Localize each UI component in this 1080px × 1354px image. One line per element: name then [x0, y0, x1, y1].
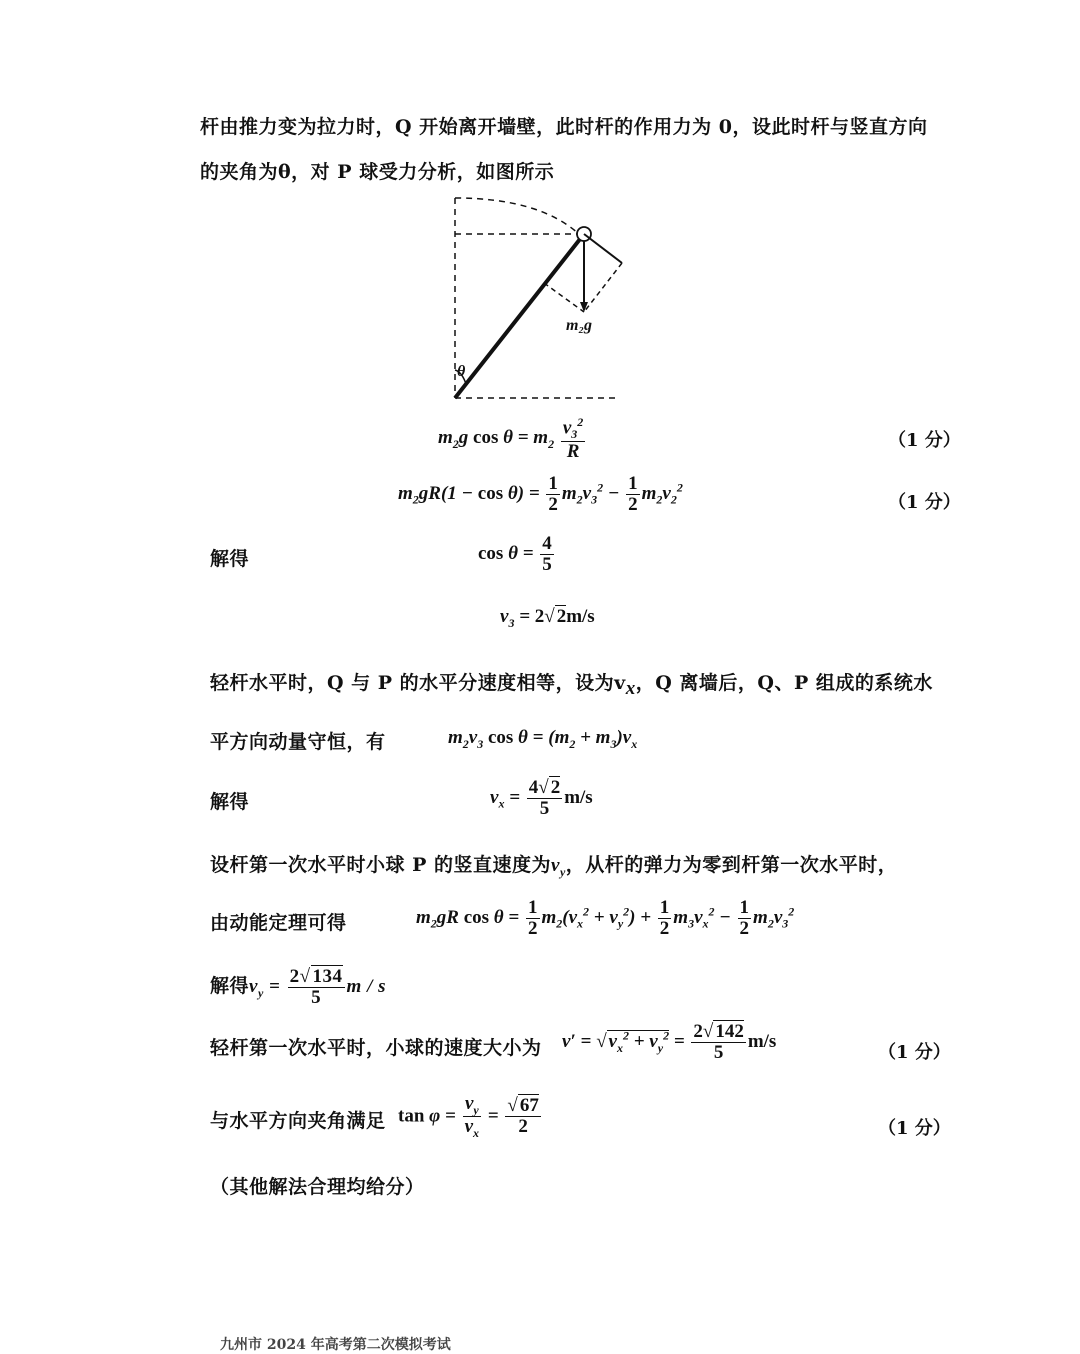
- angle-text: 与水平方向夹角满足: [210, 1110, 386, 1132]
- speed-score: （1 分）: [878, 1042, 951, 1063]
- page-footer: 九州市 2024 年高考第二次模拟考试: [220, 1337, 451, 1353]
- speed-equation: v′ = √ $v_x^2 + v_y^2$ = $\frac{2√ 142}{5}$ m/s: [562, 1021, 777, 1063]
- para2-line-2: 平方向动量守恒，有: [210, 731, 386, 753]
- momentum-equation: $m_2v_3$ $\cos \theta = (m_2 + m_3)v_x$: [448, 727, 638, 751]
- equation-2-score: （1 分）: [888, 492, 961, 513]
- force-diagram: [440, 190, 640, 410]
- dashed-arc: [455, 198, 580, 235]
- normal-component-arrow: [584, 234, 622, 263]
- grading-note: （其他解法合理均给分）: [210, 1176, 425, 1198]
- force-label: m₂g: [566, 317, 593, 334]
- intro-line-1: 杆由推力变为拉力时，Q 开始离开墙壁，此时杆的作用力为 0，设此时杆与竖直方向: [200, 116, 928, 138]
- para3-line-2: 由动能定理可得: [210, 912, 347, 934]
- para2-line-1: 轻杆水平时，Q 与 P 的水平分速度相等，设为$v_x$，Q 离墙后，Q、P 组成的系统水: [210, 672, 933, 699]
- speed-text: 轻杆第一次水平时，小球的速度大小为: [210, 1037, 542, 1059]
- angle-label: θ: [457, 363, 466, 380]
- angle-equation: tan φ = $\frac{v_y}{v_x}$ = $\frac{√ 67}{2}$: [398, 1093, 539, 1141]
- vy-row: 解得$v_y$ = $\frac{2√ 134}{5}$ m / s: [210, 966, 386, 1008]
- equation-2: $m_2gR(1 - \cos \theta)$ = $\frac{1}{2}$ $m_2v_3^2$ − $\frac{1}{2}$ $m_2v_2^2$: [398, 473, 683, 515]
- v3-result: $v_3 = 2√$ 2m/s: [500, 606, 595, 630]
- energy-equation: $m_2gR$ cos θ = $\frac{1}{2}$ $m_2(v_x^2 + v_y^2)$ + $\frac{1}{2}$ $m_3v_x^2$ − $\frac{1}{2}$ $m_2v_3^2$: [416, 897, 795, 939]
- vx-result: $v_x$ = $\frac{4√ 2}{5}$ m/s: [490, 777, 593, 819]
- cos-result: cos θ = $\frac{4}{5}$: [478, 533, 552, 575]
- para3-line-1: 设杆第一次水平时小球 P 的竖直速度为$v_y$，从杆的弹力为零到杆第一次水平时，: [210, 854, 898, 879]
- angle-score: （1 分）: [878, 1118, 951, 1139]
- solve-label-1: 解得: [210, 548, 250, 570]
- equation-1: $m_2g$ $\cos \theta = m_2$ $\frac{v_3^2}{R}$: [438, 415, 584, 462]
- solve-label-2: 解得: [210, 791, 250, 813]
- equation-1-score: （1 分）: [888, 430, 961, 451]
- rod: [455, 234, 584, 398]
- intro-line-2: 的夹角为θ，对 P 球受力分析，如图所示: [200, 161, 555, 183]
